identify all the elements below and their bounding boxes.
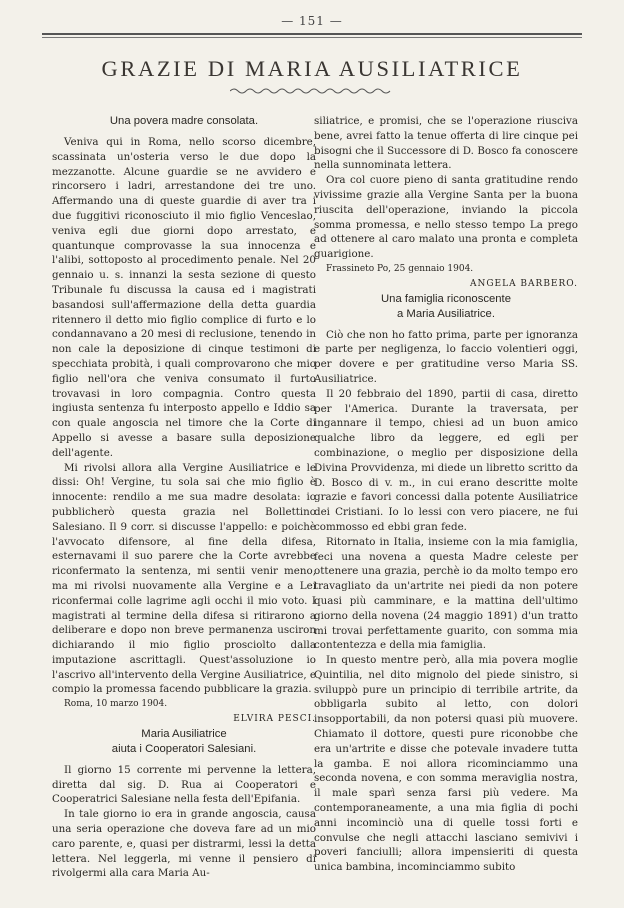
left-column xyxy=(52,114,316,881)
paragraph: Il 20 febbraio del 1890, partii di casa, diretto per l'America. Durante la traversata, per ingannare il tempo, chiesi ad un buon amico qualche libro da leggere, ed egli per combinazione, o meglio per disposizione della Divina Provvidenza, mi diede un libretto scritto da D. Bosco di v. m., in cui erano descritte molte grazie e favori concessi dalla potente Ausiliatrice dei Cristiani. Io lo lessi con vero piacere, ne fui commosso ed ebbi gran fede. xyxy=(314,387,578,533)
paragraph: In tale giorno io era in grande angoscia, causa una seria operazione che doveva fare ad un mio caro parente, e, quasi per distrarmi, lessi la detta lettera. Nel leggerla, mi venne il pensiero di rivolgermi alla cara Maria Au- xyxy=(52,808,316,880)
section-title-madre: Una povera madre consolata. xyxy=(109,115,259,127)
wavy-ornament-icon xyxy=(230,86,394,96)
header-rule-thick xyxy=(42,33,582,35)
paragraph: siliatrice, e promisi, che se l'operazione riusciva bene, avrei fatto la tenue offerta di lire cinque pei bisogni che il Successore di D. Bosco fa conoscere nella sunnominata lettera. xyxy=(314,115,578,172)
dateline: Roma, 10 marzo 1904. xyxy=(64,699,168,710)
paragraph: In questo mentre però, alla mia povera moglie Quintilia, nel dito mignolo del piede sinistro, si sviluppò pure un principio di terribile artrite, da obbligarla subito al letto, con dolori insopportabili, da non potersi quasi più muovere. Chiamato il dottore, questi pure riconobbe che era un'artrite e disse che potevale invadere tutta la gamba. E noi allora ricominciammo una seconda novena, e con somma meraviglia nostra, il male sparì senza farsi più vedere. Ma contemporaneamente, a una mia figlia di pochi anni incominciò una di quelle tossi forti e convulse che negli attacchi lasciano semivivi i poveri fanciulli; allora impensieriti di questa unica bambina, incominciammo subito xyxy=(314,654,578,874)
signature: ANGELA BARBERO. xyxy=(469,278,578,289)
paragraph: Ritornato in Italia, insieme con la mia famiglia, feci una novena a questa Madre celeste per ottenere una grazia, perchè io da molto tempo ero travagliato da un'artrite nei piedi da non potere quasi più camminare, e la mattina dell'ultimo giorno della novena (24 maggio 1891) d'un tratto mi trovai perfettamente guarito, con somma mia contentezza e della mia famiglia. xyxy=(314,535,578,652)
section-title-famiglia-1: Una famiglia riconoscente xyxy=(381,292,511,305)
paragraph: Veniva qui in Roma, nello scorso dicembre, scassinata un'osteria verso le due dopo la mezzanotte. Alcune guardie se ne avvidero e rincorsero i ladri, arrestandone dei tre uno. Affermando una di queste guardie di aver tra i due fuggitivi riconosciuto il mio figlio Venceslao, veniva egli due giorni dopo arrestato, e quantunque comprovasse la sua innocenza e l'alibi, sottoposto al procedimento penale. Nel 20 gennaio u. s. innanzi la sesta sezione di questo Tribunale fu discussa la causa ed i magistrati basandosi sull'affermazione della detta guardia ritennero il detto mio figlio complice di furto e lo condannavano a 20 mesi di reclusione, tenendo in non cale la deposizione di cinque testimoni di specchiata probità, i quali comprovarono che mio figlio nell'ora che veniva consumato il furto trovavasi in loro compagnia. Contro questa ingiusta sentenza fu interposto appello e Iddio sa con quale angoscia nel timore che la Corte di Appello si avesse a basare sulla deposizione dell'agente. xyxy=(52,136,316,459)
page-number: — 151 — xyxy=(281,14,343,28)
paragraph: Ora col cuore pieno di santa gratitudine rendo vivissime grazie alla Vergine Santa per la buona riuscita dell'operazione, inviando la piccola somma promessa, e nello stesso tempo La prego ad ottenere al caro malato una pronta e completa guarigione. xyxy=(314,174,578,261)
right-column xyxy=(314,114,578,875)
section-title-famiglia-2: a Maria Ausiliatrice. xyxy=(397,307,495,320)
paragraph: Il giorno 15 corrente mi pervenne la lettera, diretta dal sig. D. Rua ai Cooperatori e Cooperatrici Salesiane nella festa dell'Epifania. xyxy=(52,763,316,806)
page-title: GRAZIE DI MARIA AUSILIATRICE xyxy=(101,56,523,81)
header-rule-thin xyxy=(42,37,582,38)
paragraph: Ciò che non ho fatto prima, parte per ignoranza e parte per negligenza, lo faccio volentieri oggi, per dovere e per gratitudine verso Maria SS. Ausiliatrice. xyxy=(314,328,578,385)
section-title-cooperatori-2: aiuta i Cooperatori Salesiani. xyxy=(111,742,257,755)
section-title-cooperatori-1: Maria Ausiliatrice xyxy=(141,727,227,740)
signature: ELVIRA PESCI. xyxy=(233,714,316,725)
paragraph: Mi rivolsi allora alla Vergine Ausiliatrice e le dissi: Oh! Vergine, tu sola sai che mio figlio è innocente: rendilo a me sua madre desolata: io pubblicherò questa grazia nel Bollettino Salesiano. Il 9 corr. si discusse l'appello: e poichè l'avvocato difensore, al fine della difesa, esternavami il suo parere che la Corte avrebbe riconfermato la sentenza, mi sentii venir meno, ma mi rivolsi nuovamente alla Vergine e a Lei riconfermai colle lagrime agli occhi il mio voto. I magistrati al termine della difesa si ritirarono a deliberare e dopo non breve permanenza usciron dichiarando il mio figlio prosciolto dalla imputazione ascrittagli. Quest'assoluzione io l'ascrivo all'intervento della Vergine Ausiliatrice, e compio la promessa facendo pubblicare la grazia. xyxy=(52,461,316,696)
dateline: Frassineto Po, 25 gennaio 1904. xyxy=(326,263,474,274)
